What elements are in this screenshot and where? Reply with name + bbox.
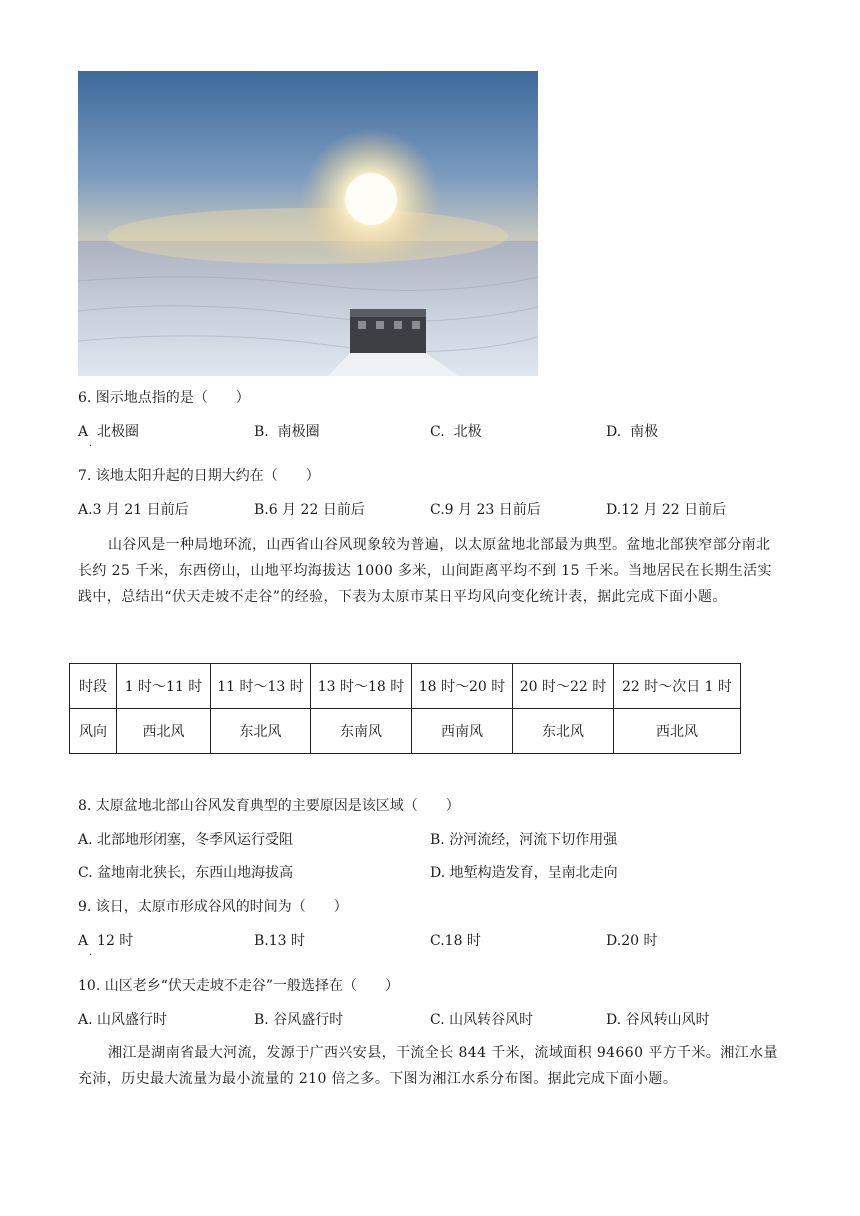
table-cell: 西南风: [412, 709, 513, 754]
q8-stem: 8. 太原盆地北部山谷风发育典型的主要原因是该区域（ ）: [78, 798, 460, 814]
option-text: 山风盛行时: [97, 1012, 168, 1028]
option-letter: C.: [430, 1012, 445, 1028]
q10-option-a[interactable]: [78, 1010, 167, 1030]
option-text: 盆地南北狭长，东西山地海拔高: [97, 865, 294, 881]
passage-text: 湘江是湖南省最大河流，发源于广西兴安县，干流全长 844 千米，流域面积 94660 平方千米。湘江水量充沛，历史最大流量为最小流量的 210 倍之多。下图为湘江水系分布图。据此完成下面小题。: [78, 1045, 778, 1087]
option-text: 6 月 22 日前后: [268, 502, 365, 518]
table-row: [70, 664, 741, 709]
q9-option-c[interactable]: [430, 931, 481, 951]
option-letter: D.: [606, 933, 622, 949]
polar-station-photo: [78, 71, 538, 376]
option-text: 北极: [453, 424, 482, 440]
q8-option-c[interactable]: [78, 863, 293, 883]
q7-option-d[interactable]: [606, 500, 726, 520]
option-text: 谷风转山风时: [625, 1012, 710, 1028]
table-header-cell: 22 时～次日 1 时: [614, 664, 741, 709]
q8-option-b[interactable]: [430, 830, 617, 850]
option-letter: B.: [254, 424, 269, 440]
table-cell: 东北风: [211, 709, 311, 754]
table-cell: 西北风: [614, 709, 741, 754]
q6-option-c[interactable]: [430, 422, 482, 442]
q10-option-c[interactable]: [430, 1010, 533, 1030]
table-header-cell: 11 时～13 时: [211, 664, 311, 709]
passage-xiangjiang-river: [78, 1040, 778, 1092]
table-cell: 东北风: [513, 709, 614, 754]
option-text: 12 月 22 日前后: [621, 502, 727, 518]
option-text: 18 时: [444, 933, 481, 949]
emphasis-dot: ·: [89, 441, 93, 452]
table-header-cell: 18 时～20 时: [412, 664, 513, 709]
option-text: 北部地形闭塞，冬季风运行受阻: [97, 832, 294, 848]
q6-option-b[interactable]: [254, 422, 320, 442]
q9-option-a[interactable]: [78, 931, 133, 951]
q7-option-b[interactable]: [254, 500, 365, 520]
option-text: 20 时: [621, 933, 658, 949]
option-text: 12 时: [97, 933, 134, 949]
table-header-cell: 20 时～22 时: [513, 664, 614, 709]
q6-stem: 6. 图示地点指的是（ ）: [78, 390, 250, 406]
option-text: 山风转谷风时: [449, 1012, 534, 1028]
table-header-cell: 1 时～11 时: [117, 664, 211, 709]
table-header-cell: 时段: [70, 664, 117, 709]
q8-option-a[interactable]: [78, 830, 293, 850]
option-text: 9 月 23 日前后: [444, 502, 541, 518]
option-letter: D.: [606, 424, 622, 440]
option-text: 地堑构造发育，呈南北走向: [449, 865, 618, 881]
option-letter: A.: [78, 832, 93, 848]
q6-option-d[interactable]: [606, 422, 658, 442]
q9-stem: 9. 该日，太原市形成谷风的时间为（ ）: [78, 899, 348, 915]
passage-text: 山谷风是一种局地环流，山西省山谷风现象较为普遍，以太原盆地北部最为典型。盆地北部狭窄部分南北长约 25 千米，东西傍山，山地平均海拔达 1000 多米，山间距离平均不到 15 千米。当地居民在长期生活实践中，总结出“伏天走坡不走谷”的经验，下表为太原市某日平均风向变化统计表，据此完成下面小题。: [78, 537, 772, 605]
option-letter: D.: [606, 502, 622, 518]
wind-direction-table: [69, 663, 741, 754]
option-text: 汾河流经，河流下切作用强: [449, 832, 618, 848]
emphasis-dot: ·: [89, 950, 93, 961]
q6-option-a[interactable]: [78, 422, 139, 442]
table-row: [70, 709, 741, 754]
option-letter: B.: [430, 832, 445, 848]
option-text: 北极圈: [97, 424, 140, 440]
q7-stem: 7. 该地太阳升起的日期大约在（ ）: [78, 468, 320, 484]
q7-option-c[interactable]: [430, 500, 541, 520]
q8-option-d[interactable]: [430, 863, 618, 883]
q7-option-a[interactable]: [78, 500, 189, 520]
option-letter: A.: [78, 1012, 93, 1028]
table-header-cell: 13 时～18 时: [311, 664, 412, 709]
option-letter: C.: [430, 502, 445, 518]
option-letter: C.: [430, 933, 445, 949]
option-letter: C.: [430, 424, 445, 440]
table-cell: 西北风: [117, 709, 211, 754]
q9-option-d[interactable]: [606, 931, 657, 951]
table-cell: 风向: [70, 709, 117, 754]
option-letter: A.: [78, 502, 93, 518]
option-letter: D.: [606, 1012, 622, 1028]
option-letter: B.: [254, 933, 269, 949]
option-text: 南极圈: [277, 424, 320, 440]
option-text: 谷风盛行时: [273, 1012, 344, 1028]
q10-option-d[interactable]: [606, 1010, 710, 1030]
option-letter: D.: [430, 865, 446, 881]
option-letter: A: [78, 933, 89, 949]
q10-stem: 10. 山区老乡“伏天走坡不走谷”一般选择在（ ）: [78, 978, 400, 994]
option-letter: B.: [254, 502, 269, 518]
passage-mountain-valley-wind: [78, 532, 778, 610]
option-letter: A: [78, 424, 89, 440]
option-text: 3 月 21 日前后: [92, 502, 189, 518]
q9-option-b[interactable]: [254, 931, 305, 951]
option-letter: C.: [78, 865, 93, 881]
table-cell: 东南风: [311, 709, 412, 754]
q10-option-b[interactable]: [254, 1010, 343, 1030]
option-text: 13 时: [268, 933, 306, 949]
option-text: 南极: [630, 424, 659, 440]
option-letter: B.: [254, 1012, 269, 1028]
